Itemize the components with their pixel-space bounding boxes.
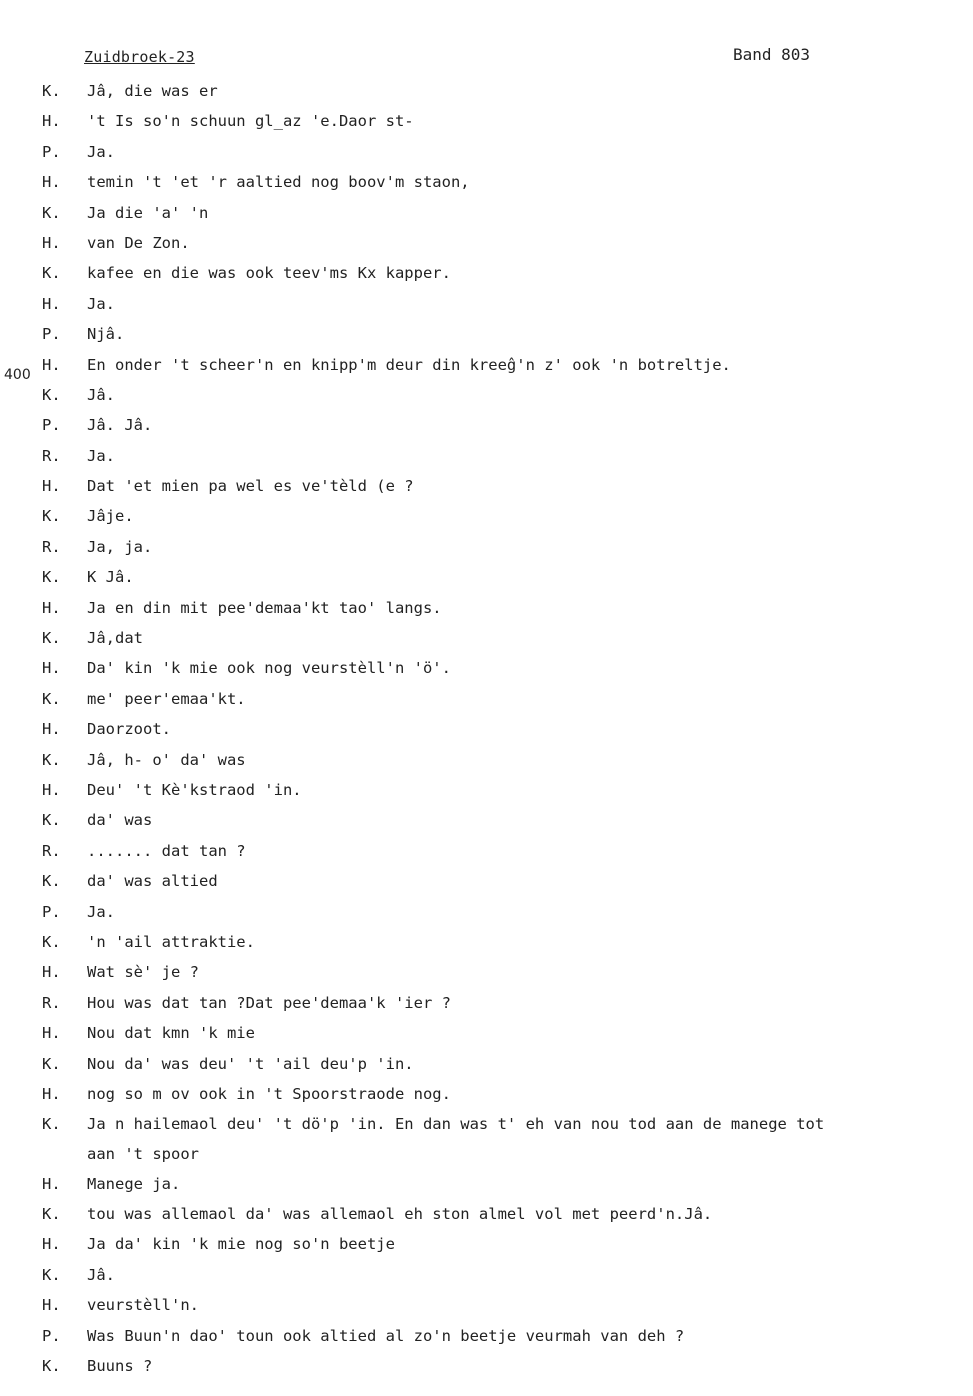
- utterance-text: me' peer'emaa'kt.: [87, 689, 246, 708]
- speaker-label: K.: [42, 568, 61, 587]
- transcript-line: [0, 1109, 973, 1139]
- utterance-text: 't Is so'n schuun gl_az 'e.Daor st-: [87, 112, 414, 131]
- transcript-line: [0, 380, 973, 410]
- speaker-label: K.: [42, 872, 61, 891]
- transcript-line: [0, 1079, 973, 1109]
- transcript-line: [0, 897, 973, 927]
- utterance-text: veurstèll'n.: [87, 1296, 199, 1315]
- utterance-text: 'n 'ail attraktie.: [87, 932, 255, 951]
- utterance-text: Jâ. Jâ.: [87, 416, 153, 435]
- transcript-line: [0, 1229, 973, 1259]
- speaker-label: K.: [42, 629, 61, 648]
- speaker-label: H.: [42, 173, 61, 192]
- speaker-label: K.: [42, 811, 61, 830]
- transcript-line: [0, 471, 973, 501]
- utterance-text: Jâ,dat: [87, 629, 143, 648]
- transcript-line: [0, 410, 973, 440]
- transcript-line: [0, 562, 973, 592]
- transcript-line: [0, 745, 973, 775]
- transcript-line: [0, 775, 973, 805]
- speaker-label: P.: [42, 416, 61, 435]
- speaker-label: H.: [42, 1235, 61, 1254]
- transcript-line: [0, 289, 973, 319]
- speaker-label: K.: [42, 264, 61, 283]
- transcript-line: [0, 653, 973, 683]
- utterance-text: Ja.: [87, 294, 115, 313]
- speaker-label: K.: [42, 932, 61, 951]
- transcript-line: [0, 927, 973, 957]
- utterance-text: Ja.: [87, 142, 115, 161]
- speaker-label: K.: [42, 1357, 61, 1376]
- utterance-text: tou was allemaol da' was allemaol eh ston almel vol met peerd'n.Jâ.: [87, 1205, 713, 1224]
- utterance-text: Daorzoot.: [87, 720, 171, 739]
- speaker-label: H.: [42, 659, 61, 678]
- transcript-line: [0, 1169, 973, 1199]
- transcript-line: [0, 167, 973, 197]
- utterance-text: Ja die 'a' 'n: [87, 203, 209, 222]
- transcript-line: [0, 1140, 973, 1169]
- speaker-label: P.: [42, 142, 61, 161]
- speaker-label: K.: [42, 1265, 61, 1284]
- utterance-text: Jâ, die was er: [87, 82, 218, 100]
- utterance-text: Ja n hailemaol deu' 't dö'p 'in. En dan was t' eh van nou tod aan de manege tot: [87, 1115, 825, 1134]
- transcript-line: [0, 1351, 973, 1381]
- speaker-label: R.: [42, 446, 61, 465]
- speaker-label: K.: [42, 1054, 61, 1073]
- utterance-text: Dat 'et mien pa wel es ve'tèld (e ?: [87, 477, 414, 496]
- transcript-line: [0, 106, 973, 136]
- utterance-text: Jâ, h- o' da' was: [87, 750, 246, 769]
- utterance-text: Jâje.: [87, 507, 134, 526]
- utterance-text: Jâ.: [87, 1265, 115, 1284]
- speaker-label: H.: [42, 1084, 61, 1103]
- transcript-line: [0, 593, 973, 623]
- transcript-line: [0, 866, 973, 896]
- utterance-text: ....... dat tan ?: [87, 841, 246, 860]
- speaker-label: P.: [42, 902, 61, 921]
- utterance-text: Ja en din mit pee'demaa'kt tao' langs.: [87, 598, 442, 617]
- speaker-label: H.: [42, 294, 61, 313]
- speaker-label: P.: [42, 325, 61, 344]
- speaker-label: H.: [42, 1024, 61, 1043]
- transcript-line: [0, 988, 973, 1018]
- speaker-label: K.: [42, 1205, 61, 1224]
- utterance-text: Buuns ?: [87, 1357, 153, 1376]
- speaker-label: K.: [42, 1115, 61, 1134]
- speaker-label: K.: [42, 689, 61, 708]
- utterance-text: temin 't 'et 'r aaltied nog boov'm staon,: [87, 173, 470, 192]
- utterance-text: Njâ.: [87, 325, 125, 344]
- utterance-text: Ja, ja.: [87, 537, 153, 556]
- speaker-label: K.: [42, 507, 61, 526]
- transcript-line: [0, 532, 973, 562]
- utterance-text: Was Buun'n dao' toun ook altied al zo'n beetje veurmah van deh ?: [87, 1326, 685, 1345]
- speaker-label: H.: [42, 780, 61, 799]
- utterance-text: K Jâ.: [87, 568, 134, 587]
- transcript-line: [0, 198, 973, 228]
- utterance-text: Nou dat kmn 'k mie: [87, 1024, 255, 1043]
- utterance-text: aan 't spoor: [87, 1144, 199, 1163]
- utterance-text: Nou da' was deu' 't 'ail deu'p 'in.: [87, 1054, 414, 1073]
- utterance-text: Ja.: [87, 902, 115, 921]
- transcript-line: [0, 76, 973, 106]
- transcript-line: [0, 1199, 973, 1229]
- transcript-line: [0, 501, 973, 531]
- utterance-text: Ja.: [87, 446, 115, 465]
- utterance-text: Deu' 't Kè'kstraod 'in.: [87, 780, 302, 799]
- utterance-text: En onder 't scheer'n en knipp'm deur din kreeĝ'n z' ook 'n botreltje.: [87, 355, 731, 374]
- utterance-text: nog so m ov ook in 't Spoorstraode nog.: [87, 1084, 451, 1103]
- utterance-text: da' was: [87, 811, 153, 830]
- transcript-line: [0, 1260, 973, 1290]
- transcript-line: [0, 623, 973, 653]
- speaker-label: H.: [42, 1174, 61, 1193]
- transcript-line: [0, 1290, 973, 1320]
- transcript-line: [0, 684, 973, 714]
- speaker-label: H.: [42, 112, 61, 131]
- speaker-label: K.: [42, 750, 61, 769]
- speaker-label: K.: [42, 82, 61, 100]
- transcript-line: [0, 137, 973, 167]
- transcript-line: [0, 441, 973, 471]
- speaker-label: K.: [42, 385, 61, 404]
- speaker-label: K.: [42, 203, 61, 222]
- speaker-label: H.: [42, 720, 61, 739]
- speaker-label: R.: [42, 841, 61, 860]
- speaker-label: H.: [42, 355, 61, 374]
- transcript-line: [0, 1018, 973, 1048]
- utterance-text: kafee en die was ook teev'ms Kx kapper.: [87, 264, 451, 283]
- speaker-label: P.: [42, 1326, 61, 1345]
- transcript-lines: [0, 76, 973, 1381]
- utterance-text: Manege ja.: [87, 1174, 181, 1193]
- speaker-label: H.: [42, 963, 61, 982]
- utterance-text: van De Zon.: [87, 233, 190, 252]
- margin-counter-note: 400: [4, 367, 31, 383]
- speaker-label: H.: [42, 477, 61, 496]
- transcript-line: [0, 805, 973, 835]
- utterance-text: da' was altied: [87, 872, 218, 891]
- transcript-line: [0, 350, 973, 380]
- utterance-text: Da' kin 'k mie ook nog veurstèll'n 'ö'.: [87, 659, 451, 678]
- speaker-label: H.: [42, 598, 61, 617]
- transcript-line: [0, 228, 973, 258]
- utterance-text: Ja da' kin 'k mie nog so'n beetje: [87, 1235, 395, 1254]
- speaker-label: R.: [42, 993, 61, 1012]
- transcript-line: [0, 258, 973, 288]
- utterance-text: Wat sè' je ?: [87, 963, 199, 982]
- speaker-label: R.: [42, 537, 61, 556]
- transcript-line: [0, 836, 973, 866]
- document-title: Zuidbroek-23: [84, 48, 195, 66]
- utterance-text: Hou was dat tan ?Dat pee'demaa'k 'ier ?: [87, 993, 451, 1012]
- transcript-line: [0, 1049, 973, 1079]
- band-number: Band 803: [733, 45, 811, 64]
- speaker-label: H.: [42, 1296, 61, 1315]
- speaker-label: H.: [42, 233, 61, 252]
- transcript-line: [0, 957, 973, 987]
- utterance-text: Jâ.: [87, 385, 115, 404]
- transcript-line: [0, 714, 973, 744]
- transcript-line: [0, 319, 973, 349]
- transcript-line: [0, 1321, 973, 1351]
